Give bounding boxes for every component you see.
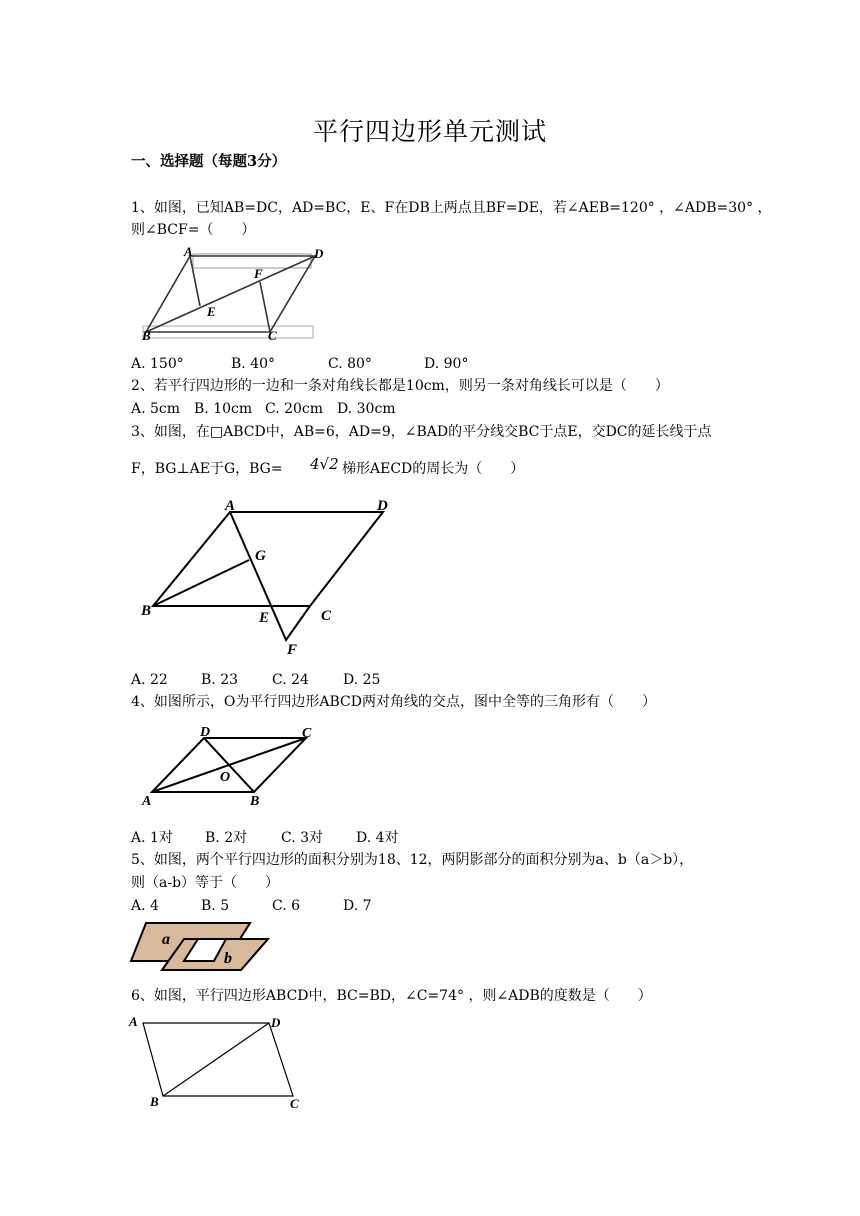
- q4-option-d: D. 4对: [356, 830, 399, 846]
- q6-label-d: D: [271, 1015, 281, 1030]
- q3-parallelogram: [153, 512, 383, 606]
- q1-option-d: D. 90°: [424, 356, 469, 372]
- q1-label-e: E: [207, 304, 216, 319]
- q1-option-a: A. 150°: [131, 356, 184, 372]
- q3-option-a: A. 22: [131, 672, 168, 688]
- q6-diagonal-bd: [163, 1023, 269, 1096]
- q3-label-c: C: [321, 608, 332, 624]
- q3-text-line1: 3、如图，在□ABCD中，AB=6，AD=9，∠BAD的平分线交BC于点E，交DC的延长线于点: [131, 424, 712, 440]
- q3-math-sqrt: 4√2: [310, 455, 339, 473]
- q4-label-c: C: [302, 726, 312, 741]
- q6-label-b: B: [150, 1094, 159, 1109]
- q5-text-line2: 则（a-b）等于（ ）: [131, 875, 280, 891]
- q5-options: [131, 895, 372, 917]
- q4-label-b: B: [250, 794, 260, 809]
- q3-text-line2a: F，BG⊥AE于G，BG=: [131, 461, 283, 477]
- section-heading: 一、选择题（每题3分）: [131, 153, 287, 170]
- page-title: 平行四边形单元测试: [312, 117, 547, 146]
- q1-label-a: A: [184, 244, 193, 259]
- q4-options: [131, 827, 399, 849]
- q1-options: [131, 353, 468, 375]
- q2-text: 2、若平行四边形的一边和一条对角线长都是10cm，则另一条对角线长可以是（ ）: [131, 378, 669, 394]
- q2-option-a: A. 5cm: [131, 401, 181, 417]
- q4-text: 4、如图所示，O为平行四边形ABCD两对角线的交点，图中全等的三角形有（ ）: [131, 694, 656, 710]
- q2-option-c: C. 20cm: [265, 401, 324, 417]
- q5-option-b: B. 5: [201, 898, 230, 914]
- q3-label-b: B: [141, 603, 152, 619]
- q3-option-c: C. 24: [272, 672, 309, 688]
- q1-label-f: F: [254, 266, 263, 281]
- q4-label-o: O: [220, 770, 231, 785]
- q1-segment-cf: [260, 282, 270, 332]
- q3-label-e: E: [259, 610, 270, 626]
- q1-text-line1: 1、如图，已知AB=DC，AD=BC，E、F在DB上两点且BF=DE，若∠AEB=120° ，∠ADB=30° ，: [131, 200, 772, 216]
- q6-label-c: C: [290, 1096, 299, 1111]
- q1-label-c: C: [268, 328, 277, 343]
- q3-segment-af: [230, 512, 310, 640]
- q5-option-d: D. 7: [343, 898, 372, 914]
- q6-parallelogram: [143, 1023, 293, 1096]
- q3-segment-bg: [153, 560, 249, 606]
- q4-figure: [138, 722, 328, 810]
- q6-label-a: A: [129, 1014, 138, 1029]
- q3-option-d: D. 25: [343, 672, 381, 688]
- q3-label-d: D: [377, 498, 388, 514]
- q1-diagonal-bd: [146, 256, 315, 332]
- q4-option-b: B. 2对: [205, 830, 248, 846]
- q3-option-b: B. 23: [201, 672, 239, 688]
- q5-figure: [128, 920, 273, 975]
- q5-label-a: a: [162, 931, 170, 948]
- q4-label-a: A: [142, 794, 152, 809]
- q3-text-line2b: 梯形AECD的周长为（ ）: [342, 461, 525, 477]
- q2-option-b: B. 10cm: [194, 401, 253, 417]
- q2-options: [131, 398, 396, 420]
- q5-option-a: A. 4: [131, 898, 159, 914]
- q3-label-f: F: [287, 642, 298, 658]
- q4-option-a: A. 1对: [131, 830, 173, 846]
- q4-option-c: C. 3对: [281, 830, 324, 846]
- q1-figure: [138, 244, 328, 344]
- q1-label-d: D: [314, 246, 324, 261]
- q5-option-c: C. 6: [272, 898, 301, 914]
- q4-label-d: D: [200, 725, 211, 740]
- q6-figure: [125, 1012, 310, 1112]
- q1-option-b: B. 40°: [231, 356, 276, 372]
- q3-label-a: A: [225, 498, 236, 514]
- q5-label-b: b: [224, 950, 232, 967]
- q2-option-d: D. 30cm: [337, 401, 396, 417]
- q6-text: 6、如图，平行四边形ABCD中，BC=BD，∠C=74° ，则∠ADB的度数是（ ）: [131, 988, 652, 1004]
- q1-segment-ae: [190, 256, 200, 306]
- q1-label-b: B: [142, 328, 151, 343]
- q1-text-line2: 则∠BCF=（ ）: [131, 222, 256, 238]
- q3-label-g: G: [255, 548, 266, 564]
- q1-option-c: C. 80°: [328, 356, 372, 372]
- q3-figure: [135, 494, 405, 660]
- q3-options: [131, 669, 380, 691]
- q5-text-line1: 5、如图，两个平行四边形的面积分别为18、12，两阴影部分的面积分别为a、b（a＞b），: [131, 852, 694, 868]
